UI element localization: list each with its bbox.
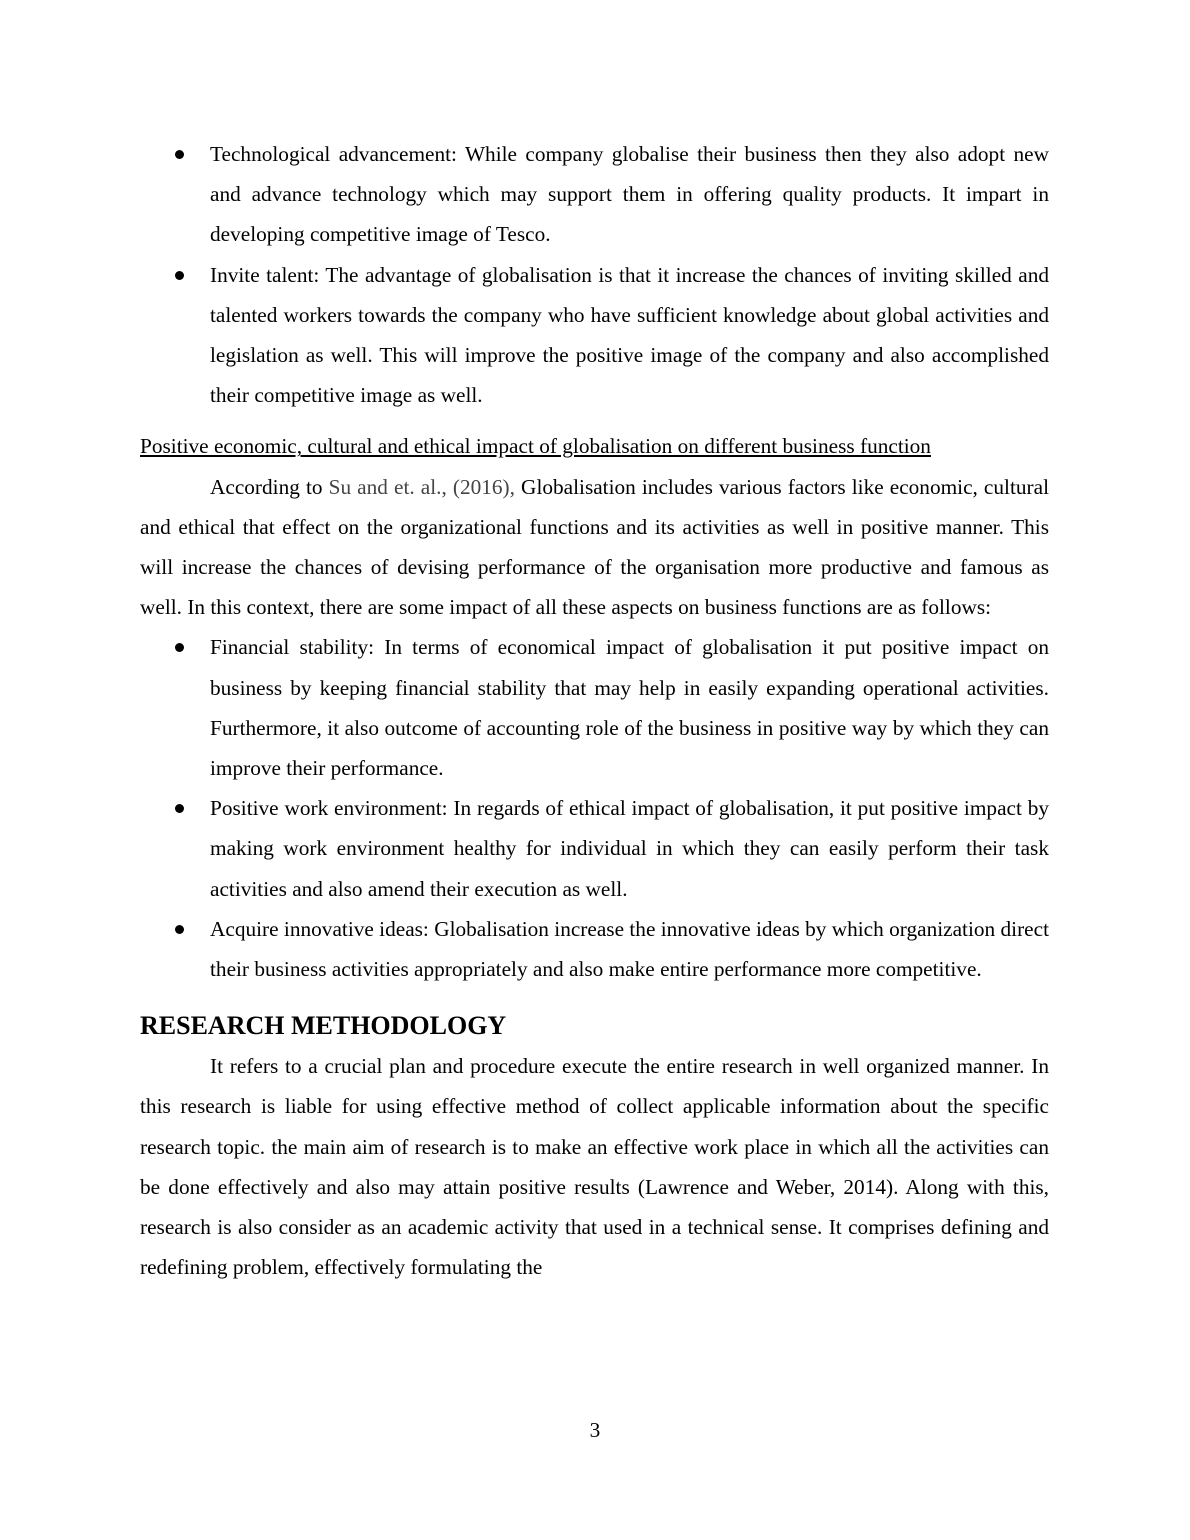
- bullet-icon: [175, 804, 184, 813]
- citation: Su and et. al., (2016),: [328, 474, 515, 499]
- bullet-list-advantages: [140, 134, 1049, 415]
- list-item: [140, 909, 1049, 989]
- section-subheading: Positive economic, cultural and ethical impact of globalisation on different business function: [140, 434, 931, 459]
- bullet-icon: [175, 271, 184, 280]
- page-number: 3: [589, 1418, 601, 1442]
- bullet-icon: [175, 643, 184, 652]
- list-item: [140, 255, 1049, 416]
- list-item-text: Positive work environment: In regards of ethical impact of globalisation, it put positive impact by making work environment healthy for individual in which they can easily perform their task activities and also amend their execution as well.: [210, 796, 1049, 901]
- bullet-icon: [175, 150, 184, 159]
- list-item: [140, 627, 1049, 788]
- research-methodology-heading: RESEARCH METHODOLOGY: [140, 1011, 507, 1041]
- list-item: [140, 788, 1049, 909]
- intro-paragraph: [140, 467, 1049, 628]
- intro-body: Globalisation includes various factors like economic, cultural and ethical that effect on the organizational functions and its activities as well in positive manner. This will increase the chances of devising performance of the organisation more productive and famous as well. In this context, there are some impact of all these aspects on business functions are as follows:: [140, 474, 1049, 620]
- page-content: [140, 134, 1049, 1287]
- bullet-icon: [175, 925, 184, 934]
- intro-prefix: According to: [210, 474, 329, 499]
- list-item-text: Invite talent: The advantage of globalisation is that it increase the chances of inviting skilled and talented workers towards the company who have sufficient knowledge about global activities and legislation as well. This will improve the positive image of the company and also accomplished their competitive image as well.: [210, 262, 1049, 408]
- list-item: [140, 134, 1049, 255]
- list-item-text: Technological advancement: While company globalise their business then they also adopt new and advance technology which may support them in offering quality products. It impart in developing competitive image of Tesco.: [210, 142, 1049, 247]
- bullet-list-impacts: [140, 627, 1049, 989]
- list-item-text: Financial stability: In terms of economical impact of globalisation it put positive impact on business by keeping financial stability that may help in easily expanding operational activities. Furthermore, it also outcome of accounting role of the business in positive way by which they can improve their performance.: [210, 635, 1049, 781]
- list-item-text: Acquire innovative ideas: Globalisation increase the innovative ideas by which organization direct their business activities appropriately and also make entire performance more competitive.: [210, 916, 1049, 982]
- research-paragraph: It refers to a crucial plan and procedure execute the entire research in well organized manner. In this research is liable for using effective method of collect applicable information about the specific research topic. the main aim of research is to make an effective work place in which all the activities can be done effectively and also may attain positive results (Lawrence and Weber, 2014). Along with this, research is also consider as an academic activity that used in a technical sense. It comprises defining and redefining problem, effectively formulating the: [140, 1054, 1049, 1280]
